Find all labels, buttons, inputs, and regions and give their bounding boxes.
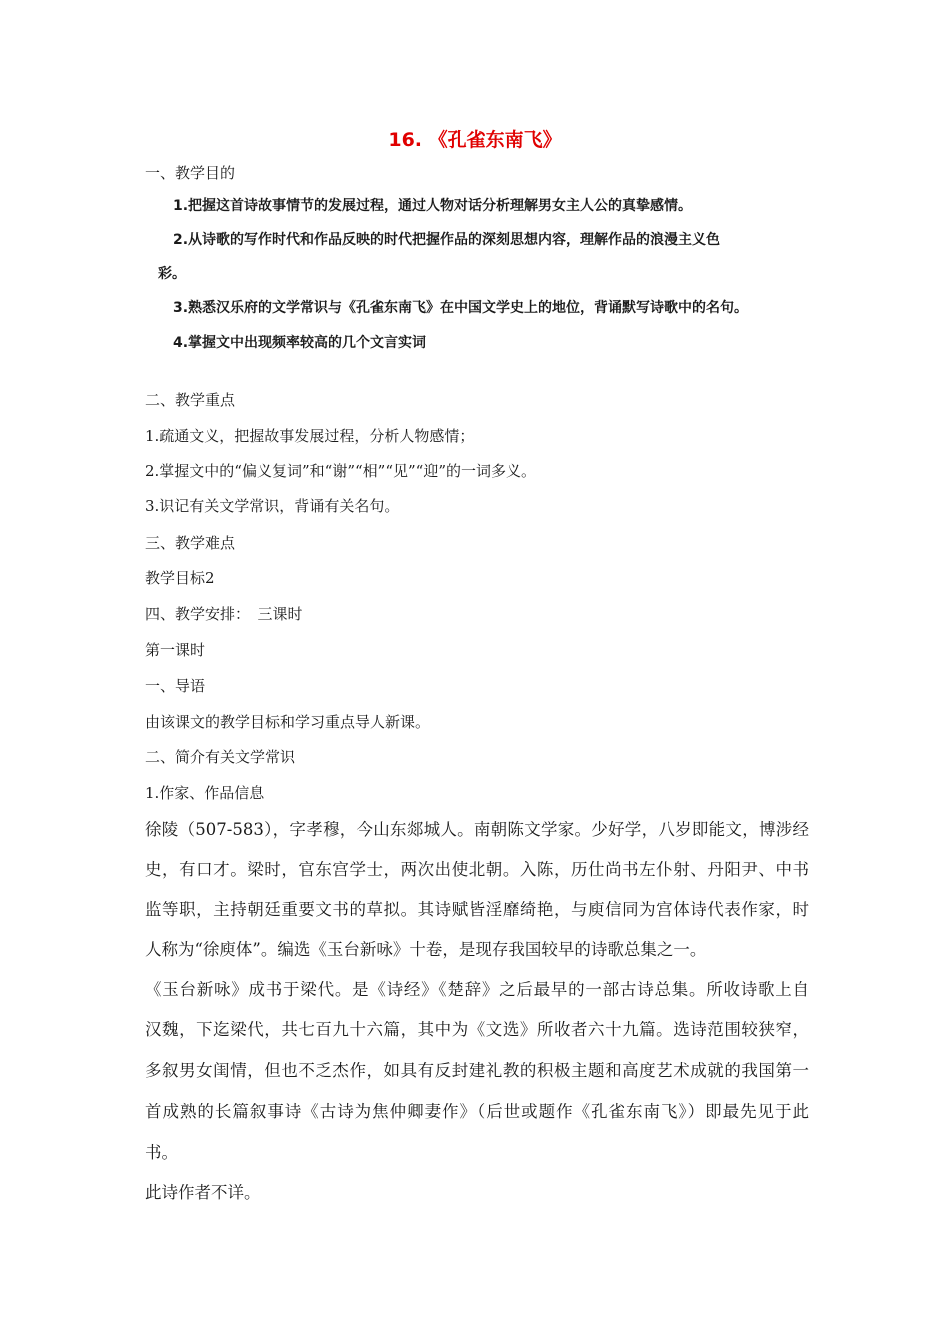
lesson-title: 第一课时 <box>145 641 206 659</box>
book-paragraph-line: 首成熟的长篇叙事诗《古诗为焦仲卿妻作》（后世或题作《孔雀东南飞》）即最先见于此 <box>145 1102 809 1121</box>
lesson-part-heading: 二、简介有关文学常识 <box>145 748 296 766</box>
objective-item-continuation: 彩。 <box>158 266 186 282</box>
book-paragraph-line: 书。 <box>145 1143 178 1162</box>
book-paragraph-line: 多叙男女闺情，但也不乏杰作，如具有反封建礼教的积极主题和高度艺术成就的我国第一 <box>145 1061 809 1080</box>
closing-line: 此诗作者不详。 <box>145 1183 261 1202</box>
objective-item: 3.熟悉汉乐府的文学常识与《孔雀东南飞》在中国文学史上的地位，背诵默写诗歌中的名句。 <box>173 300 749 316</box>
section-heading-objectives: 一、教学目的 <box>145 164 236 182</box>
section-heading-schedule: 四、教学安排： 三课时 <box>145 605 303 623</box>
difficulty-text: 教学目标2 <box>145 569 215 587</box>
document-title: 16. 《孔雀东南飞》 <box>388 129 562 151</box>
lesson-part-heading: 一、导语 <box>145 677 206 695</box>
book-paragraph-line: 《玉台新咏》成书于梁代。是《诗经》《楚辞》之后最早的一部古诗总集。所收诗歌上自 <box>145 980 809 999</box>
author-paragraph-line: 人称为“徐庾体”。编选《玉台新咏》十卷，是现存我国较早的诗歌总集之一。 <box>145 940 707 959</box>
lesson-subheading: 1.作家、作品信息 <box>145 784 265 802</box>
author-paragraph-line: 监等职，主持朝廷重要文书的草拟。其诗赋皆淫靡绮艳，与庾信同为宫体诗代表作家，时 <box>145 900 809 919</box>
objective-item: 1.把握这首诗故事情节的发展过程，通过人物对话分析理解男女主人公的真挚感情。 <box>173 198 693 214</box>
objective-item: 2.从诗歌的写作时代和作品反映的时代把握作品的深刻思想内容，理解作品的浪漫主义色 <box>173 232 721 248</box>
section-heading-key-points: 二、教学重点 <box>145 391 236 409</box>
lesson-part-text: 由该课文的教学目标和学习重点导人新课。 <box>145 713 431 731</box>
key-point-item: 2.掌握文中的“偏义复词”和“谢”“相”“见”“迎”的一词多义。 <box>145 462 536 480</box>
author-paragraph-line: 徐陵（507-583），字孝穆，今山东郯城人。南朝陈文学家。少好学，八岁即能文，博涉经 <box>145 820 809 839</box>
objective-item: 4.掌握文中出现频率较高的几个文言实词 <box>173 335 427 351</box>
book-paragraph-line: 汉魏，下迄梁代，共七百九十六篇，其中为《文选》所收者六十九篇。选诗范围较狭窄， <box>145 1020 809 1039</box>
key-point-item: 3.识记有关文学常识，背诵有关名句。 <box>145 497 400 515</box>
section-heading-difficulties: 三、教学难点 <box>145 534 236 552</box>
key-point-item: 1.疏通文义，把握故事发展过程，分析人物感情； <box>145 427 475 445</box>
author-paragraph-line: 史，有口才。梁时，官东宫学士，两次出使北朝。入陈，历仕尚书左仆射、丹阳尹、中书 <box>145 860 809 879</box>
